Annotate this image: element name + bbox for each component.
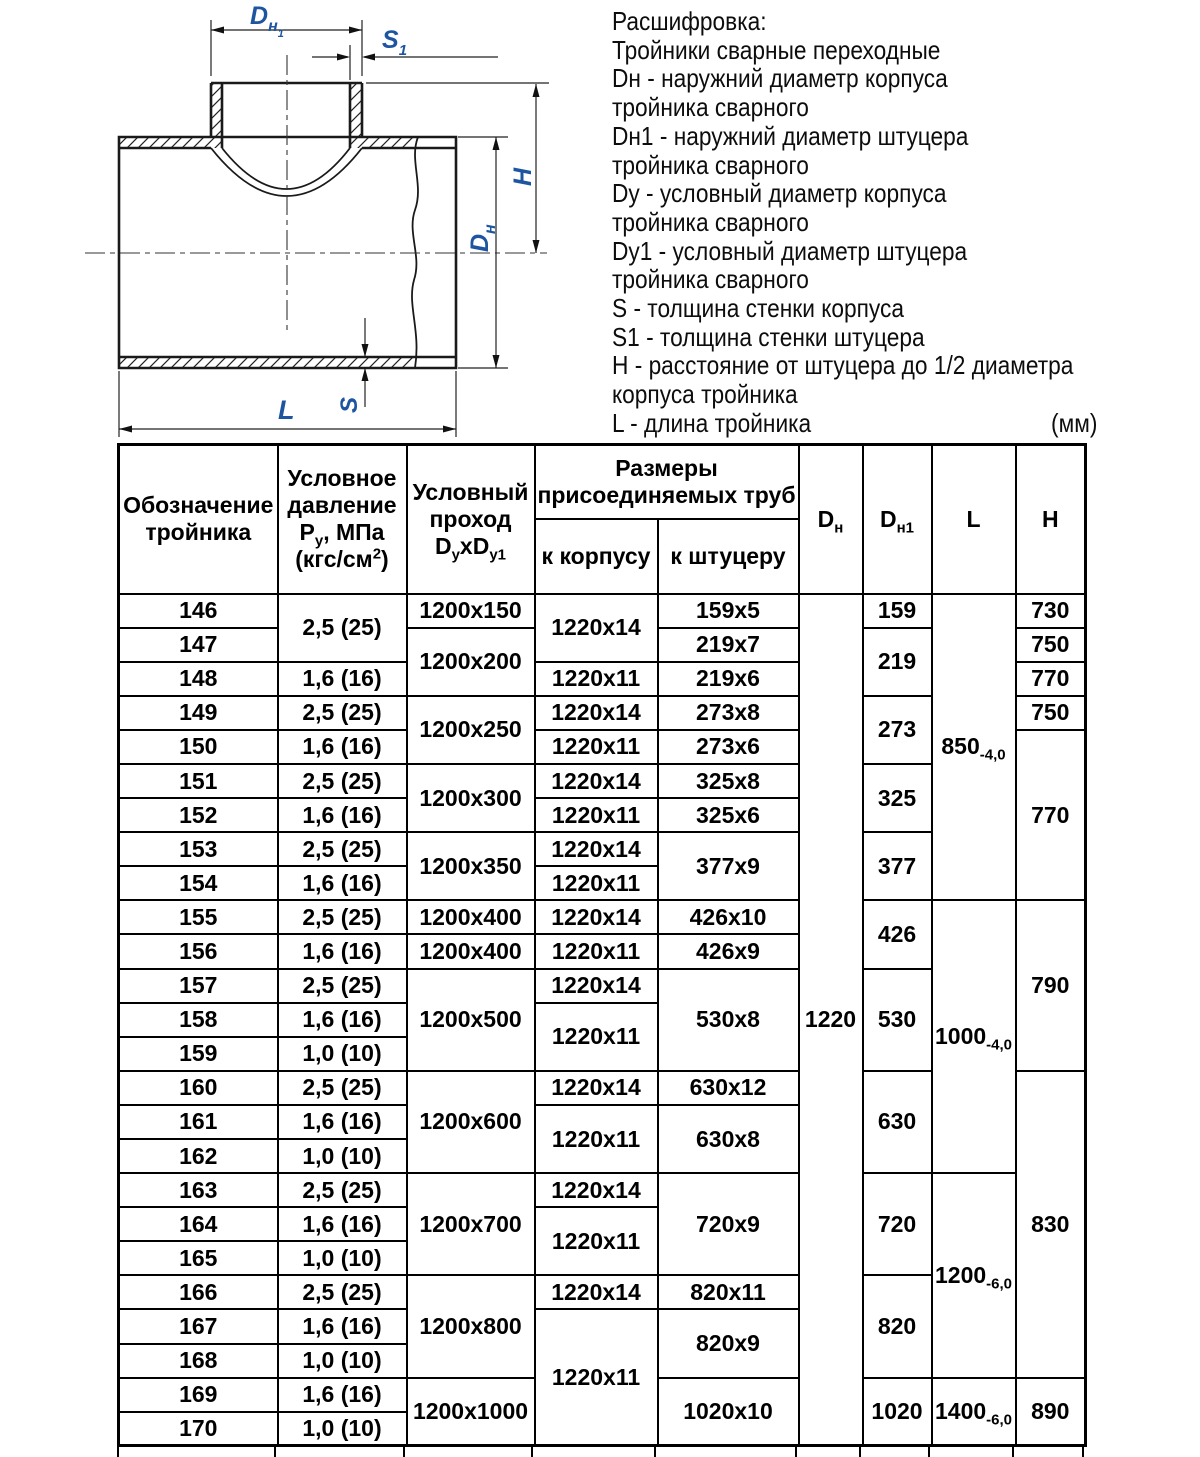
table-cell: 161 — [119, 1105, 278, 1139]
col-header-H: H — [1016, 445, 1086, 594]
table-grid-stub — [403, 1446, 405, 1457]
col-header-L: L — [932, 445, 1016, 594]
table-cell: 1220x14 — [535, 832, 658, 866]
table-cell: 2,5 (25) — [278, 696, 407, 730]
table-cell: 156 — [119, 934, 278, 968]
spec-table — [117, 443, 1087, 1447]
table-cell: 1,6 (16) — [278, 1105, 407, 1139]
table-cell: 1200x700 — [407, 1173, 535, 1275]
legend-line: L - длина тройника (мм) — [612, 407, 1098, 438]
table-cell: 146 — [119, 594, 278, 628]
legend-line: тройника сварного — [612, 149, 809, 180]
table-cell: 1220x14 — [535, 1173, 658, 1207]
table-cell: 720x9 — [658, 1173, 799, 1275]
table-cell: 1,6 (16) — [278, 662, 407, 696]
table-cell: 1200x200 — [407, 628, 535, 696]
table-cell: 1200x500 — [407, 969, 535, 1071]
table-cell: 147 — [119, 628, 278, 662]
table-cell: 152 — [119, 798, 278, 832]
table-cell: 166 — [119, 1275, 278, 1309]
legend-line: тройника сварного — [612, 206, 809, 237]
table-cell: 325 — [863, 764, 932, 832]
table-cell: 273x8 — [658, 696, 799, 730]
table-cell: 630x12 — [658, 1071, 799, 1105]
table-cell: 426x9 — [658, 934, 799, 968]
table-cell: $1000_{-4,0}$ — [932, 900, 1016, 1173]
tee-drawing — [80, 0, 560, 445]
col-header-pressure: Условное давление $P_у$, МПа $(кгс/см^2)$ — [278, 445, 407, 594]
table-grid-stub — [654, 1446, 656, 1457]
label-s1: $S_1$ — [382, 26, 408, 59]
table-cell: 1200x1000 — [407, 1378, 535, 1446]
table-cell: 2,5 (25) — [278, 1275, 407, 1309]
table-cell: 830 — [1016, 1071, 1086, 1378]
table-cell: 273x6 — [658, 730, 799, 764]
col-header-designation: Обозначение тройника — [119, 445, 278, 594]
legend-line: тройника сварного — [612, 264, 809, 295]
table-cell: 720 — [863, 1173, 932, 1275]
table-cell: 219x7 — [658, 628, 799, 662]
legend-line: S - толщина стенки корпуса — [612, 293, 905, 324]
table-grid-stub — [117, 1446, 119, 1457]
table-cell: 1,0 (10) — [278, 1241, 407, 1275]
table-cell: 164 — [119, 1207, 278, 1241]
table-grid-stub — [1012, 1446, 1014, 1457]
table-cell: 820 — [863, 1275, 932, 1377]
table-cell: 750 — [1016, 696, 1086, 730]
table-cell: 1200x300 — [407, 764, 535, 832]
table-cell: 820x9 — [658, 1309, 799, 1377]
table-cell: 170 — [119, 1412, 278, 1446]
table-cell: 2,5 (25) — [278, 594, 407, 662]
table-grid-stub — [1082, 1446, 1084, 1457]
table-cell: 1220x11 — [535, 866, 658, 900]
label-dn1: $D_{н1}$ — [250, 2, 284, 40]
table-cell: 530x8 — [658, 969, 799, 1071]
legend-block — [612, 7, 1097, 438]
table-cell: 219x6 — [658, 662, 799, 696]
col-header-dn1: $D_{н1}$ — [863, 445, 932, 594]
table-cell: 377 — [863, 832, 932, 900]
table-cell: 2,5 (25) — [278, 900, 407, 934]
table-cell: 1,6 (16) — [278, 1207, 407, 1241]
table-cell: 1,6 (16) — [278, 866, 407, 900]
table-cell: 1,0 (10) — [278, 1344, 407, 1378]
table-cell: 273 — [863, 696, 932, 764]
legend-line: Dн - наружний диаметр корпуса — [612, 63, 948, 94]
table-cell: 750 — [1016, 628, 1086, 662]
table-cell: 2,5 (25) — [278, 1173, 407, 1207]
table-cell: 1020 — [863, 1378, 932, 1446]
label-l: L — [278, 395, 295, 425]
table-body — [119, 594, 1086, 1446]
table-grid-stub — [859, 1446, 861, 1457]
table-row — [119, 1173, 1086, 1207]
table-cell: 1220x14 — [535, 900, 658, 934]
table-cell: 2,5 (25) — [278, 1071, 407, 1105]
table-cell: 1200x800 — [407, 1275, 535, 1377]
table-cell: $1400_{-6,0}$ — [932, 1378, 1016, 1446]
col-header-to-stub: к штуцеру — [658, 519, 799, 594]
table-cell: $850_{-4,0}$ — [932, 594, 1016, 901]
table-cell: 1200x600 — [407, 1071, 535, 1173]
label-h: H — [509, 167, 537, 186]
col-header-to-body: к корпусу — [535, 519, 658, 594]
table-cell: 530 — [863, 969, 932, 1071]
table-cell: 1200x400 — [407, 934, 535, 968]
table-cell: 325x6 — [658, 798, 799, 832]
table-cell: 168 — [119, 1344, 278, 1378]
legend-line: Тройники сварные переходные — [612, 34, 941, 65]
table-cell: 2,5 (25) — [278, 969, 407, 1003]
table-cell: 157 — [119, 969, 278, 1003]
table-cell: 148 — [119, 662, 278, 696]
table-cell: 1,6 (16) — [278, 1003, 407, 1037]
table-cell: 169 — [119, 1378, 278, 1412]
col-header-passage: Условный проход $D_уxD_{у1}$ — [407, 445, 535, 594]
legend-line: Расшифровка: — [612, 6, 767, 36]
table-row — [119, 900, 1086, 934]
table-cell: 630 — [863, 1071, 932, 1173]
table-cell: 1,6 (16) — [278, 730, 407, 764]
legend-line: S1 - толщина стенки штуцера — [612, 321, 925, 352]
table-cell: 159 — [863, 594, 932, 628]
legend-line: Dн1 - наружний диаметр штуцера — [612, 120, 969, 151]
legend-line: Dy1 - условный диаметр штуцера — [612, 235, 968, 266]
table-cell: 1,6 (16) — [278, 1378, 407, 1412]
table-cell: 377x9 — [658, 832, 799, 900]
table-cell: 820x11 — [658, 1275, 799, 1309]
table-cell: 790 — [1016, 900, 1086, 1070]
table-cell: 162 — [119, 1139, 278, 1173]
table-cell: 159 — [119, 1037, 278, 1071]
table-cell: 1220x14 — [535, 1071, 658, 1105]
table-cell: 1200x350 — [407, 832, 535, 900]
table-grid-stub — [795, 1446, 797, 1457]
table-cell: 630x8 — [658, 1105, 799, 1173]
legend-line: корпуса тройника — [612, 379, 798, 410]
label-dn: $D_н$ — [466, 224, 499, 252]
table-cell: 1,6 (16) — [278, 934, 407, 968]
table-cell: 1220x11 — [535, 1309, 658, 1445]
table-cell: 1,6 (16) — [278, 1309, 407, 1343]
table-cell: 154 — [119, 866, 278, 900]
col-header-dn: $D_н$ — [799, 445, 863, 594]
table-cell: $1200_{-6,0}$ — [932, 1173, 1016, 1378]
table-cell: 1220x11 — [535, 662, 658, 696]
table-cell: 151 — [119, 764, 278, 798]
legend-line: тройника сварного — [612, 92, 809, 123]
table-cell: 1220 — [799, 594, 863, 1446]
table-cell: 1,0 (10) — [278, 1412, 407, 1446]
table-cell: 1220x11 — [535, 1207, 658, 1275]
table-cell: 153 — [119, 832, 278, 866]
table-cell: 149 — [119, 696, 278, 730]
table-cell: 167 — [119, 1309, 278, 1343]
table-cell: 1220x14 — [535, 764, 658, 798]
table-row — [119, 594, 1086, 628]
table-cell: 770 — [1016, 662, 1086, 696]
table-cell: 1,6 (16) — [278, 798, 407, 832]
table-grid-stub — [531, 1446, 533, 1457]
table-grid-stub — [274, 1446, 276, 1457]
hatched-walls — [119, 83, 413, 368]
table-cell: 1220x11 — [535, 798, 658, 832]
table-cell: 160 — [119, 1071, 278, 1105]
table-cell: 1220x14 — [535, 969, 658, 1003]
legend-line: Dy - условный диаметр корпуса — [612, 178, 947, 209]
table-cell: 159x5 — [658, 594, 799, 628]
table-cell: 1200x150 — [407, 594, 535, 628]
table-cell: 1220x14 — [535, 1275, 658, 1309]
table-cell: 1,0 (10) — [278, 1037, 407, 1071]
table-cell: 2,5 (25) — [278, 832, 407, 866]
table-cell: 1220x11 — [535, 1003, 658, 1071]
table-cell: 1220x11 — [535, 934, 658, 968]
table-cell: 158 — [119, 1003, 278, 1037]
table-cell: 1220x11 — [535, 730, 658, 764]
table-cell: 1200x250 — [407, 696, 535, 764]
table-cell: 165 — [119, 1241, 278, 1275]
table-cell: 890 — [1016, 1378, 1086, 1446]
table-cell: 1020x10 — [658, 1378, 799, 1446]
table-cell: 150 — [119, 730, 278, 764]
table-cell: 163 — [119, 1173, 278, 1207]
units-note: (мм) — [1051, 407, 1098, 438]
table-cell: 1220x11 — [535, 1105, 658, 1173]
table-cell: 325x8 — [658, 764, 799, 798]
centerlines — [85, 55, 547, 333]
table-cell: 1220x14 — [535, 594, 658, 662]
table-cell: 426 — [863, 900, 932, 968]
label-s: S — [336, 396, 363, 413]
table-cell: 219 — [863, 628, 932, 696]
table-cell: 730 — [1016, 594, 1086, 628]
table-cell: 770 — [1016, 730, 1086, 900]
table-cell: 1220x14 — [535, 696, 658, 730]
table-grid-stub — [928, 1446, 930, 1457]
table-cell: 155 — [119, 900, 278, 934]
table-cell: 1,0 (10) — [278, 1139, 407, 1173]
col-header-pipes-group: Размеры присоединяемых труб — [535, 445, 799, 519]
table-cell: 426x10 — [658, 900, 799, 934]
table-cell: 1200x400 — [407, 900, 535, 934]
table-cell: 2,5 (25) — [278, 764, 407, 798]
legend-line: H - расстояние от штуцера до 1/2 диаметра — [612, 350, 1074, 381]
